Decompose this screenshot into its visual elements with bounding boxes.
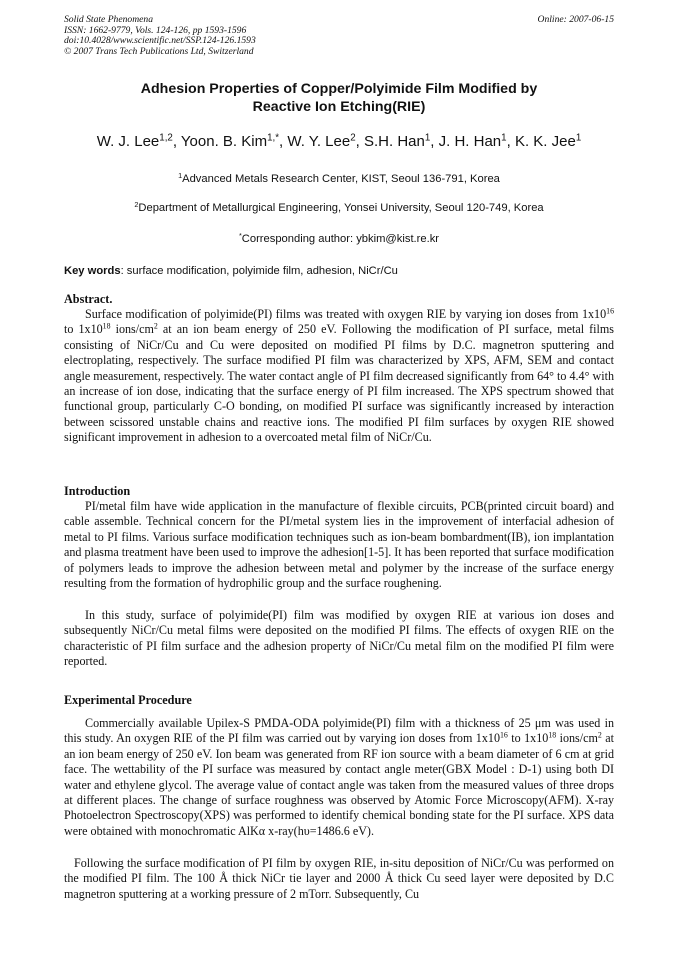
copyright-line: © 2007 Trans Tech Publications Ltd, Switzerland [64, 46, 254, 58]
exponent: 2 [597, 731, 602, 741]
introduction-paragraph-1: PI/metal film have wide application in the manufacture of flexible circuits, PCB(printed circuit board) and cable assemble. Technical concern for the PI/metal system lies in the improvement of interfacial adhesion of metal to PI films. Various surface modification techniques such as ion-beam bombardment(IB), ion implantation and plasma treatment have been used to improve the adhesion[1-5]. It has been reported that surface modification of polymers leads to improve the adhesion between metal and polymer by the increase of the surface energy resulting from the formation of hydrophilic group and the surface roughening. [64, 499, 614, 591]
exponent: 18 [548, 731, 557, 741]
keywords-line [64, 264, 624, 278]
journal-header [64, 15, 256, 58]
affiliation-text: Advanced Metals Research Center, KIST, Seoul 136-791, Korea [182, 173, 500, 185]
abstract-text: ions/cm [110, 322, 154, 337]
author-affiliation-mark: 1 [501, 132, 507, 144]
experimental-paragraph-2: Following the surface modification of PI film by oxygen RIE, in-situ deposition of NiCr/Cu was performed on the modified PI film. The 100 Å thick NiCr tie layer and 2000 Å thick Cu seed layer were deposited by D.C magnetron sputtering at a working pressure of 2 mTorr. Subsequently, Cu [64, 856, 614, 901]
corresponding-mark: * [238, 231, 242, 240]
experimental-text: at an ion beam energy of 250 eV. Ion beam was generated from RF ion source with a beam diameter of 6 cm at grid face. The wettability of the PI surface was measured by contact angle meter(GBX Model : D-1) using both DI water and ethylene glycol. The average value of contact angle was taken from the measured values of three drops at different places. The change of surface roughness was observed by Atomic Force Microscopy(AFM). X-ray Photoelectron Spectroscopy(XPS) was performed to identify chemical bonding state for the PI surface. XPS data were obtained with monochromatic AlKα x-ray(hυ=1486.6 eV). [64, 731, 614, 838]
doi-line: doi:10.4028/www.scientific.net/SSP.124-126.1593 [64, 35, 256, 47]
author-name: J. H. Han [438, 133, 502, 150]
title-line-1: Adhesion Properties of Copper/Polyimide Film Modified by [140, 81, 538, 97]
introduction-paragraph-2: In this study, surface of polyimide(PI) film was modified by oxygen RIE at various ion doses and subsequently NiCr/Cu metal films were deposited on the modified PI films. The effects of oxygen RIE on the characteristic of PI film surface and the adhesion property of NiCr/Cu metal film on the modified PI film were reported. [64, 608, 614, 669]
affiliation-2 [30, 201, 648, 215]
author-name: K. K. Jee [514, 133, 576, 150]
corresponding-text: Corresponding author: ybkim@kist.re.kr [241, 233, 440, 245]
author-name: W. Y. Lee [287, 133, 351, 150]
exponent: 18 [102, 322, 111, 332]
online-date: Online: 2007-06-15 [537, 14, 614, 25]
author-affiliation-mark: 1,2 [159, 132, 173, 144]
journal-name: Solid State Phenomena [64, 14, 153, 25]
abstract-paragraph [64, 307, 614, 446]
abstract-heading: Abstract. [64, 292, 113, 306]
author-affiliation-mark: 1,* [267, 132, 280, 144]
abstract-text: at an ion beam energy of 250 eV. Following the modification of PI surface, metal films consisting of NiCr/Cu and Cu were deposited on modified PI films by D.C. magnetron sputtering and electroplating, respectively. The surface modified PI film was characterized by XPS, AFM, SEM and contact angle measurement, respectively. The water contact angle of PI film decreased significantly from 64° to 4.4° with an increase of ion dose, indicating that the surface energy of PI film increased. The XPS spectrum showed that functional group, particularly C-O bonding, on modified PI surface was significantly increased by interaction between scissored unstable chains and reactive ions. The modified PI film surfaces by oxygen RIE showed significant improvement in adhesion to a overcoated metal film of NiCr/Cu. [64, 322, 614, 445]
author-name: Yoon. B. Kim [180, 133, 268, 150]
affiliation-1 [30, 172, 648, 186]
experimental-text: Commercially available Upilex-S PMDA-ODA polyimide(PI) film with a thickness of 25 μm was used in this study. An oxygen RIE of the PI film was carried out by varying ion doses from 1x10 [64, 716, 614, 746]
abstract-text: Surface modification of polyimide(PI) films was treated with oxygen RIE by varying ion doses from 1x10 [85, 307, 607, 321]
author-affiliation-mark: 1 [424, 132, 431, 144]
author-name: W. J. Lee [96, 133, 160, 150]
issn-line: ISSN: 1662-9779, Vols. 124-126, pp 1593-1596 [64, 24, 247, 36]
exponent: 16 [606, 306, 614, 316]
author-affiliation-mark: 2 [350, 132, 356, 144]
experimental-text: ions/cm [556, 731, 598, 746]
paper-title [64, 81, 614, 116]
introduction-heading: Introduction [64, 484, 131, 498]
corresponding-author [30, 232, 648, 246]
experimental-text: to 1x10 [507, 731, 549, 746]
author-name: S.H. Han [363, 133, 425, 150]
exponent: 2 [153, 322, 158, 332]
author-affiliation-mark: 1 [575, 132, 582, 144]
keywords-label: Key words [64, 265, 121, 277]
author-list: W. J. Lee$^{1,2}$, Yoon. B. Kim$^{1,*}$, W. Y. Lee$^2$, S.H. Han$^1$, J. H. Han$^1$, K. K. Jee$^1$ [96, 132, 582, 150]
keywords-text: : surface modification, polyimide film, adhesion, NiCr/Cu [120, 265, 398, 277]
affiliation-text: Department of Metallurgical Engineering, Yonsei University, Seoul 120-749, Korea [138, 202, 544, 214]
affiliation-mark: 1 [178, 171, 183, 180]
abstract-text: to 1x10 [64, 322, 103, 337]
title-line-2: Reactive Ion Etching(RIE) [252, 98, 426, 115]
exponent: 16 [500, 731, 508, 741]
experimental-heading: Experimental Procedure [64, 693, 192, 707]
affiliation-mark: 2 [134, 200, 139, 209]
experimental-paragraph-1 [64, 716, 614, 839]
